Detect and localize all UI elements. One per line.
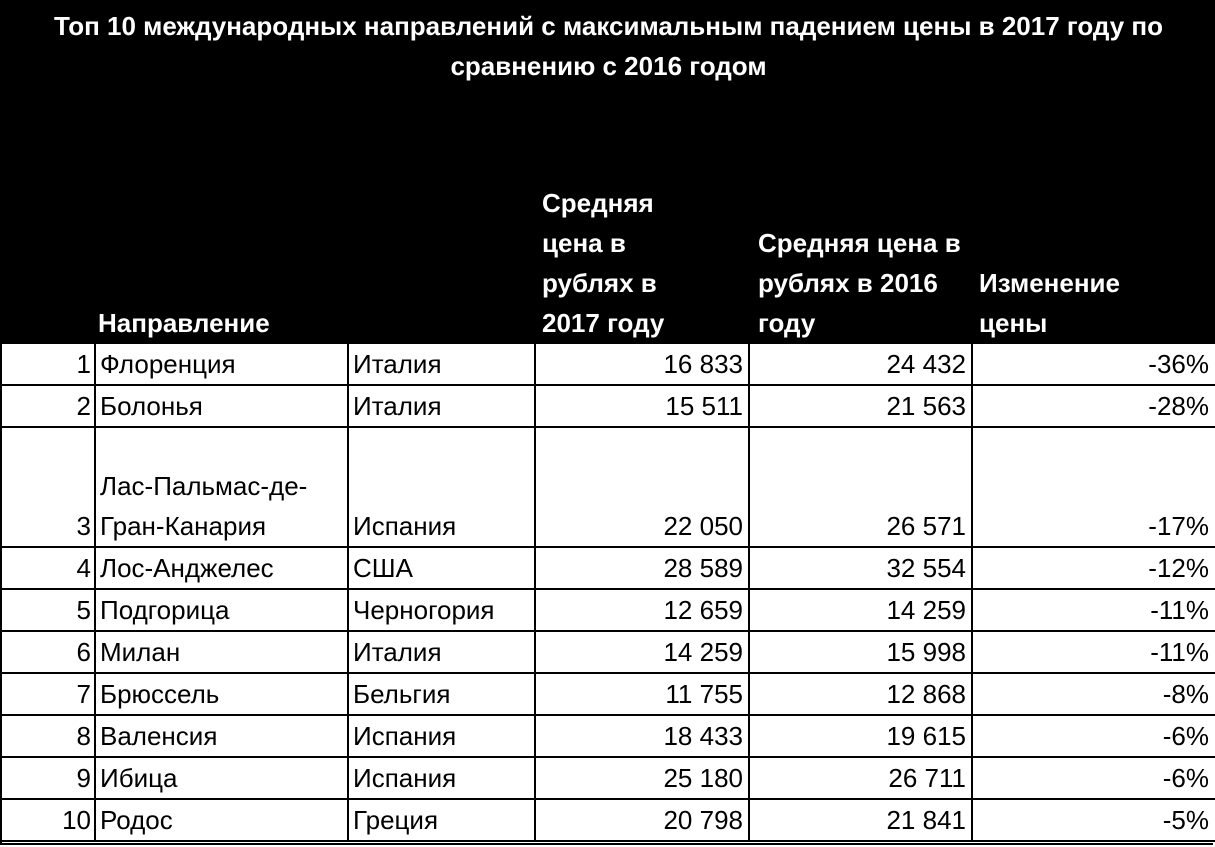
table-body [2,343,1215,841]
country-cell[interactable]: Испания [348,427,535,547]
city-cell[interactable]: Флоренция [95,343,348,385]
price-change-cell[interactable]: -8% [972,673,1215,715]
price-2016-cell[interactable]: 19 615 [749,715,972,757]
price-change-cell[interactable]: -11% [972,589,1215,631]
city-cell[interactable]: Болонья [95,385,348,427]
price-2017-cell[interactable]: 16 833 [535,343,749,385]
price-2017-cell[interactable]: 18 433 [535,715,749,757]
country-cell[interactable]: Бельгия [348,673,535,715]
price-2016-cell[interactable]: 32 554 [749,547,972,589]
city-cell[interactable]: Родос [95,799,348,841]
price-change-cell[interactable]: -12% [972,547,1215,589]
table-row [2,427,1215,547]
column-header-price-change: Изменение цены [979,268,1120,338]
price-change-cell[interactable]: -11% [972,631,1215,673]
table-row [2,757,1215,799]
city-cell[interactable]: Лас-Пальмас-де-Гран-Канария [95,427,348,547]
city-cell[interactable]: Брюссель [95,673,348,715]
price-change-cell[interactable]: -6% [972,757,1215,799]
price-2016-cell[interactable]: 21 841 [749,799,972,841]
price-change-cell[interactable]: -28% [972,385,1215,427]
price-change-cell[interactable]: -17% [972,427,1215,547]
rank-cell[interactable]: 10 [2,799,95,841]
price-2017-cell[interactable]: 28 589 [535,547,749,589]
price-change-cell[interactable]: -5% [972,799,1215,841]
price-2016-cell[interactable]: 15 998 [749,631,972,673]
column-header-price-2017: Средняя цена в рублях в 2017 году [542,188,665,338]
rank-cell[interactable]: 6 [2,631,95,673]
price-2016-cell[interactable]: 12 868 [749,673,972,715]
table-row [2,715,1215,757]
price-2016-cell[interactable]: 24 432 [749,343,972,385]
price-2017-cell[interactable]: 25 180 [535,757,749,799]
table-row [2,799,1215,841]
rank-cell[interactable]: 3 [2,427,95,547]
country-cell[interactable]: Испания [348,757,535,799]
column-header-destination: Направление [98,308,270,338]
price-2016-cell[interactable]: 26 571 [749,427,972,547]
rank-cell[interactable]: 7 [2,673,95,715]
table-header [2,0,1215,344]
price-change-cell[interactable]: -36% [972,343,1215,385]
price-2017-cell[interactable]: 15 511 [535,385,749,427]
price-2017-cell[interactable]: 12 659 [535,589,749,631]
rank-cell[interactable]: 4 [2,547,95,589]
table-row [2,589,1215,631]
country-cell[interactable]: Черногория [348,589,535,631]
price-2017-cell[interactable]: 11 755 [535,673,749,715]
price-2017-cell[interactable]: 14 259 [535,631,749,673]
price-2016-cell[interactable]: 14 259 [749,589,972,631]
country-cell[interactable]: Греция [348,799,535,841]
rank-cell[interactable]: 8 [2,715,95,757]
table-row [2,343,1215,385]
rank-cell[interactable]: 1 [2,343,95,385]
price-2017-cell[interactable]: 22 050 [535,427,749,547]
table-row [2,673,1215,715]
country-cell[interactable]: Испания [348,715,535,757]
rank-cell[interactable]: 9 [2,757,95,799]
table-title: Топ 10 международных направлений с максимальным падением цены в 2017 году по сравнению с 2016 годом [53,11,1164,81]
table-row [2,385,1215,427]
price-2017-cell[interactable]: 20 798 [535,799,749,841]
table-row [2,631,1215,673]
city-cell[interactable]: Подгорица [95,589,348,631]
country-cell[interactable]: США [348,547,535,589]
table-row [2,547,1215,589]
column-header-price-2016: Средняя цена в рублях в 2016 году [758,228,961,338]
country-cell[interactable]: Италия [348,343,535,385]
price-table [2,342,1215,842]
price-change-cell[interactable]: -6% [972,715,1215,757]
price-2016-cell[interactable]: 26 711 [749,757,972,799]
country-cell[interactable]: Италия [348,385,535,427]
city-cell[interactable]: Валенсия [95,715,348,757]
city-cell[interactable]: Ибица [95,757,348,799]
rank-cell[interactable]: 5 [2,589,95,631]
rank-cell[interactable]: 2 [2,385,95,427]
country-cell[interactable]: Италия [348,631,535,673]
city-cell[interactable]: Лос-Анджелес [95,547,348,589]
city-cell[interactable]: Милан [95,631,348,673]
price-2016-cell[interactable]: 21 563 [749,385,972,427]
